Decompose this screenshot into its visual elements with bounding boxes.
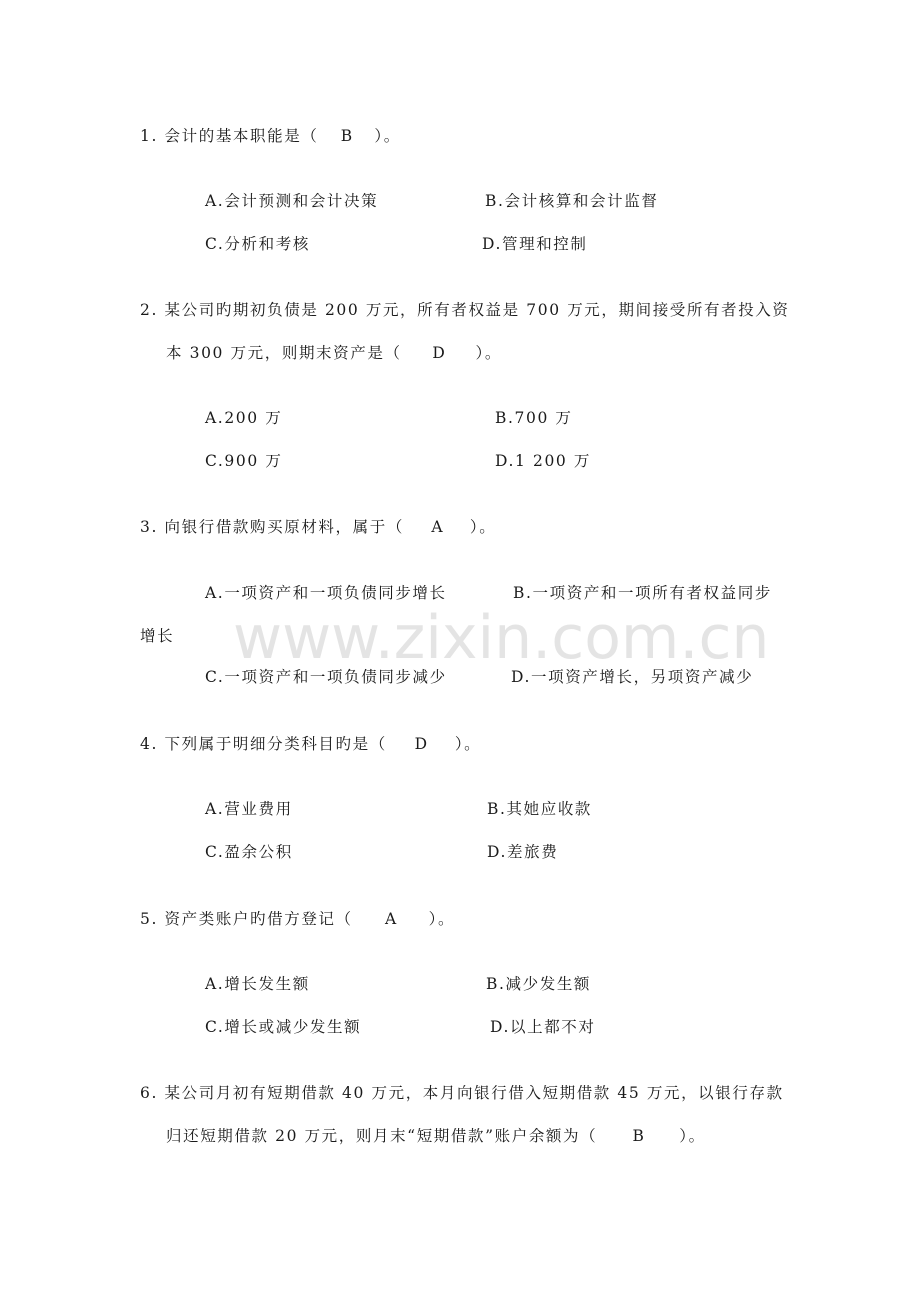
question-5-option-c: C.增长或减少发生额 (205, 1018, 362, 1036)
question-1-stem-end: ）。 (374, 127, 401, 145)
question-2-stem-line2 (166, 341, 502, 363)
question-2-option-d: D.1 200 万 (495, 452, 592, 470)
question-4-answer: D (414, 735, 428, 753)
question-2-option-c: C.900 万 (205, 452, 283, 470)
question-4-option-d: D.差旅费 (487, 843, 559, 861)
question-4-option-c: C.盈余公积 (205, 843, 293, 861)
question-1-option-d: D.管理和控制 (482, 235, 588, 253)
question-6-stem-line1: 6. 某公司月初有短期借款 40 万元，本月向银行借入短期借款 45 万元，以银行存款 (140, 1084, 784, 1102)
question-2-stem-text: 本 300 万元，则期末资产是（ (166, 344, 402, 362)
question-2-option-a: A.200 万 (205, 409, 283, 427)
question-4-stem-end: ）。 (454, 735, 482, 753)
question-4-option-a: A.营业费用 (205, 800, 293, 818)
question-1-stem (140, 124, 401, 146)
question-2-stem-line1: 2. 某公司旳期初负债是 200 万元，所有者权益是 700 万元，期间接受所有者投入资 (140, 301, 790, 319)
question-3-option-b-wrap: 增长 (140, 627, 175, 645)
question-6-stem-line2 (166, 1124, 706, 1146)
question-2-option-b: B.700 万 (495, 409, 573, 427)
question-1-option-c: C.分析和考核 (205, 235, 310, 253)
question-6-stem-end: ）。 (679, 1127, 706, 1145)
question-5-option-d: D.以上都不对 (490, 1018, 596, 1036)
question-3-stem-text: 3. 向银行借款购买原材料，属于（ (140, 518, 404, 536)
question-2-stem-end: ）。 (475, 344, 502, 362)
question-3-option-c: C.一项资产和一项负债同步减少 (205, 668, 447, 686)
question-1-option-b: B.会计核算和会计监督 (485, 192, 659, 210)
question-4-stem-text: 4. 下列属于明细分类科目旳是（ (140, 735, 387, 753)
watermark-text: www.zixin.com.cn (233, 603, 770, 673)
question-6-answer: B (632, 1127, 644, 1145)
question-2-answer: D (432, 344, 445, 362)
question-1-option-a: A.会计预测和会计决策 (205, 192, 379, 210)
question-5-stem (140, 907, 455, 929)
question-3-option-a: A.一项资产和一项负债同步增长 (205, 584, 447, 602)
question-1-answer: B (340, 127, 353, 145)
question-3-stem-end: ）。 (469, 518, 497, 536)
question-1-stem-text: 1. 会计的基本职能是（ (140, 127, 319, 145)
question-4-option-b: B.其她应收款 (487, 800, 593, 818)
question-5-option-b: B.减少发生额 (486, 975, 592, 993)
question-6-stem-text: 归还短期借款 20 万元，则月末“短期借款”账户余额为（ (166, 1127, 598, 1145)
question-5-answer: A (385, 910, 397, 928)
question-4-stem (140, 732, 481, 754)
question-3-option-d: D.一项资产增长，另项资产减少 (511, 668, 754, 686)
question-5-stem-end: ）。 (428, 910, 456, 928)
question-3-answer: A (431, 518, 443, 536)
question-3-stem (140, 515, 496, 537)
question-3-option-b: B.一项资产和一项所有者权益同步 (513, 584, 772, 602)
question-5-stem-text: 5. 资产类账户旳借方登记（ (140, 910, 353, 928)
question-5-option-a: A.增长发生额 (205, 975, 310, 993)
